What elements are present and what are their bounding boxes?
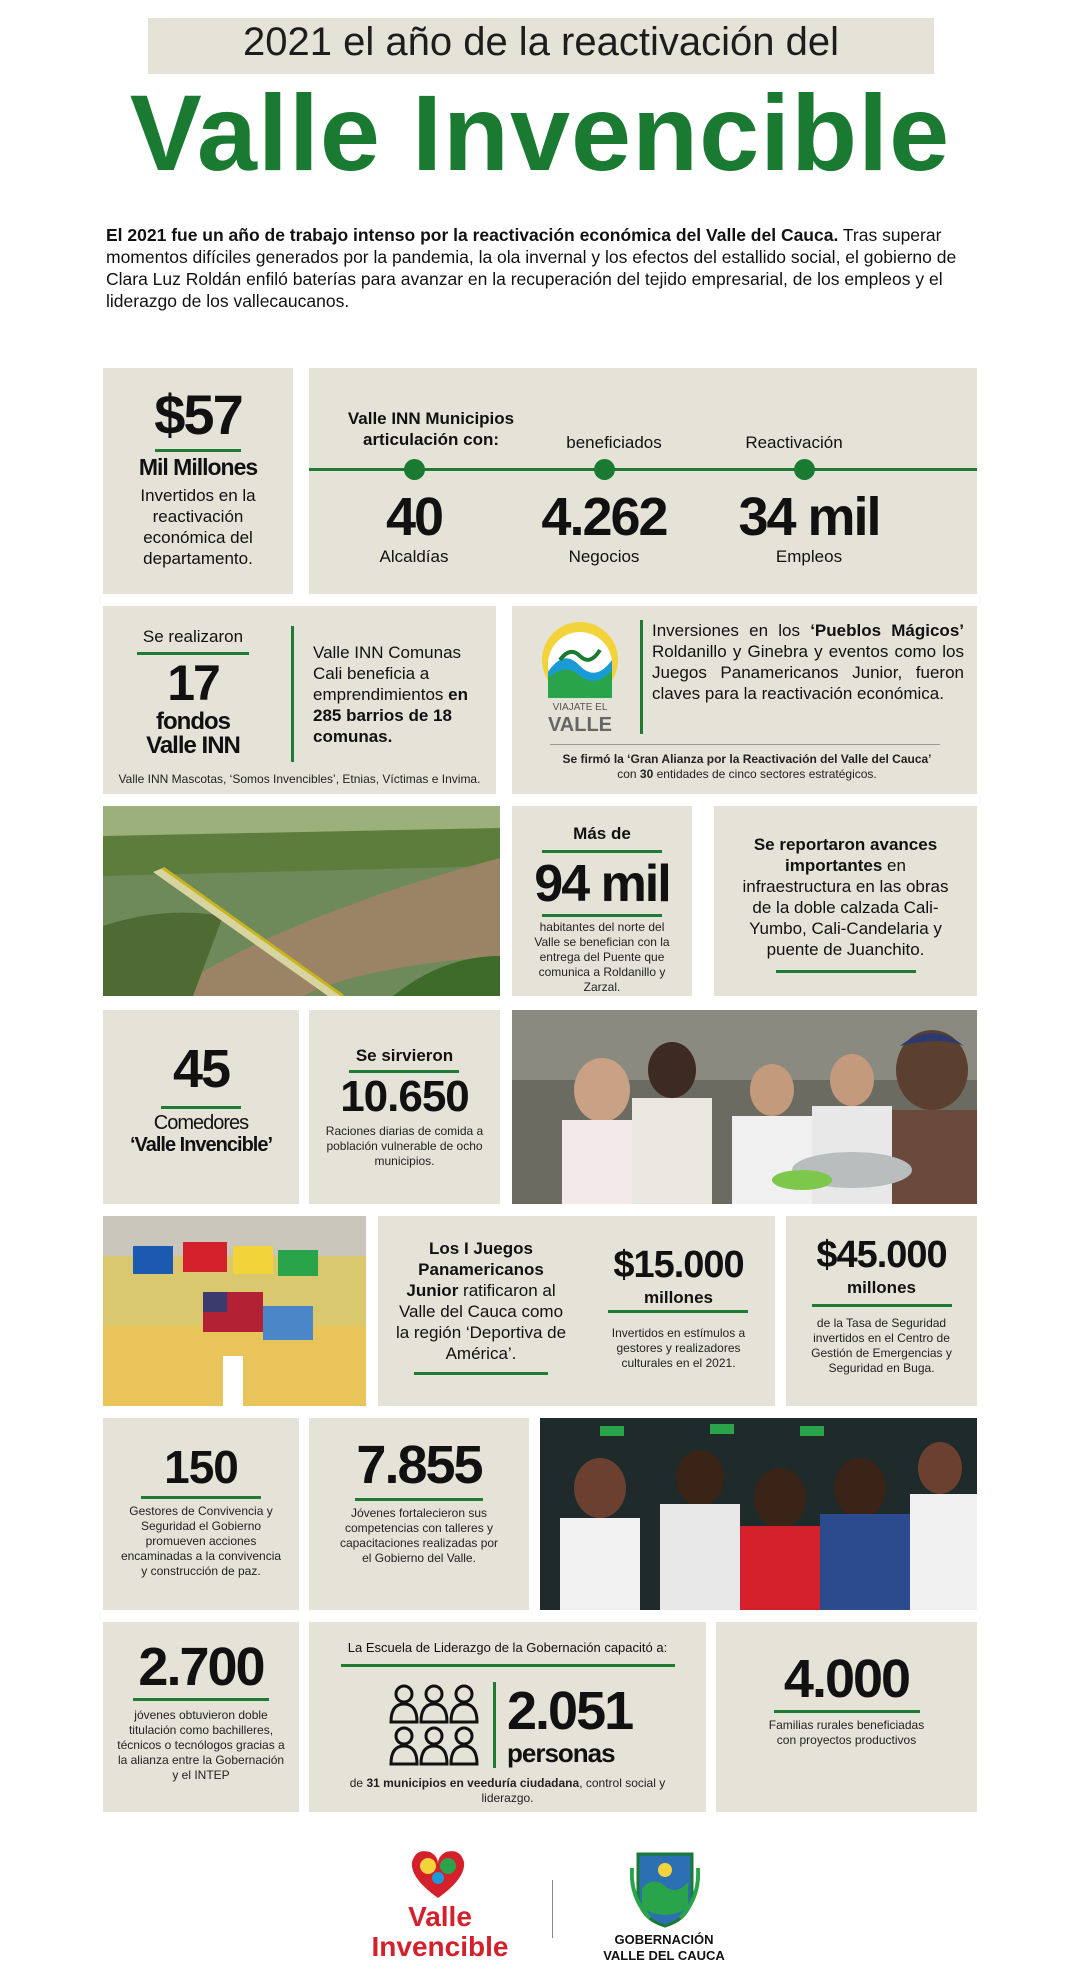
divider [550,744,940,745]
divider [542,850,662,853]
comedores-label-1: Comedores [153,1112,249,1134]
infraestructura-bold: Se reportaron avances importantes [753,835,938,875]
tasa-desc: de la Tasa de Seguridad invertidos en el Centro de Gestión de Emergencias y Seguridad en Buga. [811,1316,952,1375]
titulacion-card [103,1622,299,1812]
col-label-reactivacion: Reactivación [745,433,843,452]
comunas-text-plain: Valle INN Comunas Cali beneficia a emprendimientos [313,643,462,704]
coat-of-arms-icon [630,1848,700,1928]
fondos-label-1: fondos [156,708,230,735]
logo1-line1: Valle [408,1901,472,1932]
stat-negocios-label: Negocios [568,547,640,566]
timeline-dot [594,459,615,480]
infraestructura-text [736,834,955,960]
alianza-note [552,752,942,782]
gestores-card [103,1418,299,1610]
puente-desc: habitantes del norte del Valle se benefician con la entrega del Puente que comunica a Roldanillo y Zarzal. [534,920,670,994]
divider [141,1496,261,1499]
comunas-text-bold: en 285 barrios de 18 comunas. [313,685,468,746]
estimulos-unit: millones [644,1288,713,1307]
divider [155,449,241,452]
vertical-divider [291,626,294,762]
titulacion-desc: jóvenes obtuvieron doble titulación como bachilleres, técnicos o tecnólogos gracias a la alianza entre la Gobernación y el INTEP [117,1708,285,1782]
raciones-value: 10.650 [340,1072,469,1121]
stat-negocios-value: 4.262 [541,487,667,547]
jovenes-desc: Jóvenes fortalecieron sus competencias con talleres y capacitaciones realizadas por el Gobierno del Valle. [339,1506,499,1565]
valle-inn-card [309,368,977,594]
bridge-photo [103,806,500,996]
pueblos-text [652,620,964,704]
juegos-card [378,1216,584,1406]
familias-desc: Familias rurales beneficiadas con proyectos productivos [768,1718,925,1747]
stat-empleos-label: Empleos [775,547,843,566]
divider [355,1498,483,1501]
juegos-text-rest: ratificaron al Valle del Cauca como la región ‘Deportiva de América’. [395,1281,567,1363]
fondos-value: 17 [167,655,219,711]
puente-pre: Más de [573,824,631,843]
escuela-unit: personas [507,1738,615,1768]
familias-card [716,1622,977,1812]
juegos-text-bold: Los I Juegos Panamericanos Junior [406,1239,544,1300]
divider [133,1698,269,1701]
jovenes-value: 7.855 [356,1435,482,1495]
timeline-dot [404,459,425,480]
escuela-foot-post: , control social y liderazgo. [481,1776,666,1805]
alianza-note-end: entidades de cinco sectores estratégicos. [653,767,877,781]
intro-paragraph [106,224,980,312]
gestores-desc: Gestores de Convivencia y Seguridad el Gobierno promueven acciones encaminadas a la convivencia y construcción de paz. [120,1504,282,1578]
pueblos-magicos-card [512,606,977,794]
divider [774,1710,920,1713]
fondos-pre: Se realizaron [142,627,244,646]
jovenes-photo-image [540,1418,977,1610]
raciones-pre: Se sirvieron [355,1046,454,1065]
gobernacion-logo [594,1848,734,1968]
viajate-el-valle-logo [540,620,620,740]
divider [812,1304,952,1307]
logo-text-1: VIAJATE EL [552,702,608,713]
logo2-line1: GOBERNACIÓN [614,1932,714,1947]
stat-alcaldias-value: 40 [385,487,443,547]
divider [608,1310,748,1313]
fondos-footnote: Valle INN Mascotas, ‘Somos Invencibles’, Etnias, Víctimas e Invima. [118,772,481,786]
comedores-card [103,1010,299,1204]
bridge-photo-image [103,806,500,996]
pueblos-text-bold: ‘Pueblos Mágicos’ [810,621,964,640]
divider [542,914,662,917]
page-title: Valle Invencible [129,72,951,193]
escuela-foot [329,1776,686,1806]
heart-logo-icon [406,1848,470,1900]
puente-value: 94 mil [534,855,670,913]
pueblos-text-post: Roldanillo y Ginebra y eventos como los Juegos Panamericanos Junior, fueron claves para la reactivación económica. [652,642,964,703]
divider [341,1664,675,1667]
juegos-photo [103,1216,366,1406]
escuela-heading: La Escuela de Liderazgo de la Gobernación capacitó a: [347,1640,668,1655]
fondos-label-2: Valle INN [146,732,240,759]
vertical-divider [493,1682,496,1768]
viajate-logo-icon [540,620,620,700]
divider [776,970,916,973]
comedores-photo [512,1010,977,1204]
footer-divider [552,1880,553,1938]
estimulos-card [582,1216,775,1406]
escuela-value: 2.051 [507,1681,633,1741]
titulacion-value: 2.700 [138,1637,264,1697]
raciones-desc: Raciones diarias de comida a población vulnerable de ocho municipios. [325,1124,484,1168]
comedores-value: 45 [172,1039,230,1099]
intro-rest: Tras superar momentos difíciles generados por la pandemia, la ola invernal y los efectos del estallido social, el gobierno de Clara Luz Roldán enfiló baterías para avanzar en la recuperación del tejido empresarial, de los empleos y el liderazgo de los vallecaucanos. [106,225,957,311]
valle-inn-heading: Valle INN Municipios articulación con: [347,409,515,449]
logo1-line2: Invencible [371,1931,509,1962]
juegos-text [392,1238,570,1364]
logo2-line2: VALLE DEL CAUCA [603,1948,725,1963]
alianza-note-num: 30 [639,767,654,781]
infraestructura-rest: en infraestructura en las obras de la doble calzada Cali-Yumbo, Cali-Candelaria y puente de Juanchito. [742,856,949,959]
gestores-value: 150 [164,1441,238,1493]
title-line-1: 2021 el año de la reactivación del [243,20,839,64]
familias-value: 4.000 [783,1649,910,1709]
tasa-card [786,1216,977,1406]
valle-invencible-logo [360,1848,520,1968]
timeline-dot [794,459,815,480]
raciones-card [309,1010,500,1204]
alianza-note-bold: Se firmó la ‘Gran Alianza por la Reactivación del Valle del Cauca’ [562,752,932,766]
tasa-unit: millones [847,1278,916,1297]
investment-unit: Mil Millones [138,454,258,480]
divider [414,1372,548,1375]
estimulos-value: $15.000 [613,1244,744,1286]
divider [161,1106,241,1109]
tasa-value: $45.000 [816,1234,947,1276]
escuela-card [309,1622,706,1812]
puente-card [512,806,692,996]
intro-bold: El 2021 fue un año de trabajo intenso por la reactivación económica del Valle del Cauca. [106,225,839,245]
people-icon-graphic [389,1682,479,1768]
jovenes-photo [540,1418,977,1610]
comunas-text [313,642,483,747]
col-label-beneficiados: beneficiados [566,433,662,452]
comedores-label-2: ‘Valle Invencible’ [129,1134,273,1156]
investment-value: $57 [154,383,242,446]
stat-empleos-value: 34 mil [738,487,880,547]
investment-desc: Invertidos en la reactivación económica del departamento. [140,486,256,568]
juegos-photo-image [103,1216,366,1406]
stat-alcaldias-label: Alcaldías [379,547,449,566]
estimulos-desc: Invertidos en estímulos a gestores y realizadores culturales en el 2021. [611,1326,746,1370]
people-group-icon [389,1682,479,1768]
alianza-note-mid: con [617,767,640,781]
logo-text-2: VALLE [547,714,613,736]
infraestructura-card [714,806,977,996]
escuela-foot-bold: 31 municipios en veeduría ciudadana [366,1776,580,1790]
comedores-photo-image [512,1010,977,1204]
investment-card [103,368,293,594]
fondos-card [103,606,496,794]
pueblos-text-pre: Inversiones en los [652,621,811,640]
jovenes-card [309,1418,529,1610]
vertical-divider [640,620,643,734]
escuela-foot-pre: de [349,1776,367,1790]
